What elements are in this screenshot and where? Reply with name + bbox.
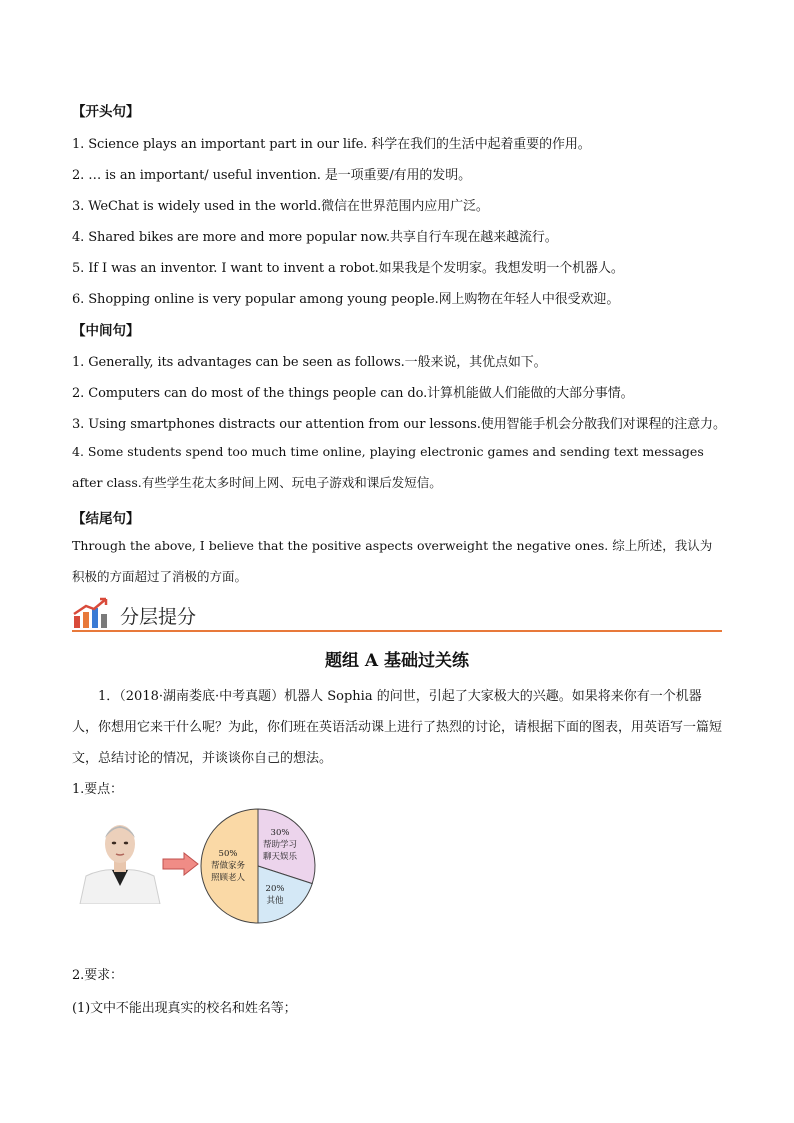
requirements-label: 2.要求： — [72, 968, 123, 983]
ending-text: Through the above, I believe that the positive aspects overweight the negative ones. 综上所述，我认为积极的方面超过了消极的方面。 — [72, 538, 713, 584]
opening-item-2: 2. … is an important/ useful invention. 是一项重要/有用的发明。 — [72, 168, 471, 183]
slice-2-label-a: 帮助学习 — [262, 840, 298, 850]
slice-2-label-b: 聊天娱乐 — [262, 852, 298, 862]
middle-item-4: 4. Some students spend too much time online, playing electronic games and sending text messages after class.有些学生花太多时间上网、玩电子游戏和课后发短信。 — [72, 444, 704, 490]
opening-heading: 【开头句】 — [72, 104, 140, 120]
pie-chart — [198, 806, 318, 926]
arrow-right-icon — [162, 852, 200, 876]
opening-item-3: 3. WeChat is widely used in the world.微信在世界范围内应用广泛。 — [72, 199, 489, 214]
middle-item-3: 3. Using smartphones distracts our attention from our lessons.使用智能手机会分散我们对课程的注意力。 — [72, 417, 726, 432]
slice-3-label-a: 其他 — [266, 896, 284, 906]
group-title: 题组 A 基础过关练 — [324, 651, 470, 671]
middle-item-1: 1. Generally, its advantages can be seen as follows.一般来说，其优点如下。 — [72, 355, 547, 370]
ending-heading: 【结尾句】 — [72, 511, 140, 527]
middle-heading: 【中间句】 — [72, 323, 140, 339]
question-text: 1．（2018·湖南娄底·中考真题）机器人 Sophia 的问世，引起了大家极大的兴趣。如果将来你有一个机器人，你想用它来干什么呢？为此，你们班在英语活动课上进行了热烈的讨论，请根据下面的图表，用英语写一篇短文，总结讨论的情况，并谈谈你自己的想法。 — [72, 689, 723, 766]
middle-item-2: 2. Computers can do most of the things people can do.计算机能做人们能做的大部分事情。 — [72, 386, 634, 401]
robot-sophia-image — [72, 814, 168, 904]
points-label: 1.要点： — [72, 782, 123, 797]
slice-1-label-a: 帮做家务 — [210, 861, 246, 871]
banner-rule — [72, 630, 722, 632]
slice-2-percent: 30% — [270, 828, 290, 838]
opening-item-1: 1. Science plays an important part in our life. 科学在我们的生活中起着重要的作用。 — [72, 137, 591, 152]
slice-1-percent: 50% — [218, 849, 238, 859]
section-banner — [72, 596, 722, 632]
bar-chart-growth-icon — [72, 596, 112, 630]
requirement-1: (1)文中不能出现真实的校名和姓名等； — [72, 1001, 297, 1016]
banner-title: 分层提分 — [120, 606, 197, 628]
opening-item-6: 6. Shopping online is very popular among young people.网上购物在年轻人中很受欢迎。 — [72, 292, 620, 307]
slice-1-label-b: 照顾老人 — [210, 873, 246, 883]
opening-item-5: 5. If I was an inventor. I want to invent a robot.如果我是个发明家。我想发明一个机器人。 — [72, 261, 624, 276]
opening-item-4: 4. Shared bikes are more and more popular now.共享自行车现在越来越流行。 — [72, 230, 558, 245]
slice-3-percent: 20% — [265, 884, 285, 894]
